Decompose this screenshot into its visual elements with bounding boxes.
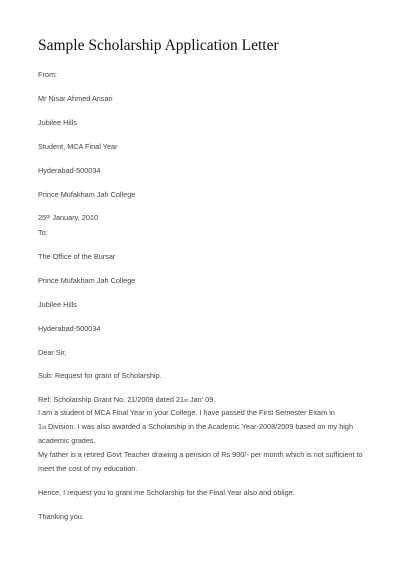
recipient-college: Prince Mufakham Jah College xyxy=(38,276,136,285)
body-line-1: I am a student of MCA Final Year in your College. I have passed the First Semester Exam in xyxy=(38,408,335,417)
sender-area: Jubilee Hills xyxy=(38,118,77,127)
recipient-city: Hyderabad-500034 xyxy=(38,324,101,333)
sender-college: Prince Mufakham Jah College xyxy=(38,190,136,199)
sender-city: Hyderabad-500034 xyxy=(38,166,101,175)
sender-name: Mr Nisar Ahmed Ansari xyxy=(38,94,113,103)
document-title: Sample Scholarship Application Letter xyxy=(38,37,279,54)
salutation: Dear Sir, xyxy=(38,348,67,357)
body-line-5: meet the cost of my education. xyxy=(38,464,138,473)
request-line: Hence, I request you to grant me Scholarship for the Final Year also and oblige. xyxy=(38,488,295,497)
letter-date xyxy=(38,213,98,223)
closing-line: Thanking you. xyxy=(38,512,84,521)
recipient-area: Jubilee Hills xyxy=(38,300,77,309)
to-label: To: xyxy=(38,228,48,237)
date-suffix: th xyxy=(46,214,51,221)
body-line-4: My father is a retired Govt Teacher drawing a pension of Rs 900/- per month which is not sufficient to xyxy=(38,450,363,459)
from-label: From: xyxy=(38,70,58,79)
sender-course: Student, MCA Final Year xyxy=(38,142,118,151)
ref-text: Ref: Scholarship Grant No. 21/2009 dated 21 xyxy=(38,395,185,404)
body-line-2 xyxy=(38,422,353,433)
ref-date: Jan' 09. xyxy=(187,395,216,404)
body-line-3: academic grades. xyxy=(38,436,96,445)
body-line-2-text: Division. I was also awarded a Scholarship in the Academic Year-2008/2009 based on my high xyxy=(45,422,354,431)
date-day: 25 xyxy=(38,213,47,222)
subject-line: Sub: Request for grant of Scholarship. xyxy=(38,371,162,380)
ref-suffix: st xyxy=(184,398,188,404)
date-rest: January, 2010 xyxy=(50,213,99,222)
reference-line xyxy=(38,395,215,406)
division-number: 1 xyxy=(38,422,43,431)
division-suffix: st xyxy=(42,425,46,431)
recipient-title: The Office of the Bursar xyxy=(38,252,116,261)
